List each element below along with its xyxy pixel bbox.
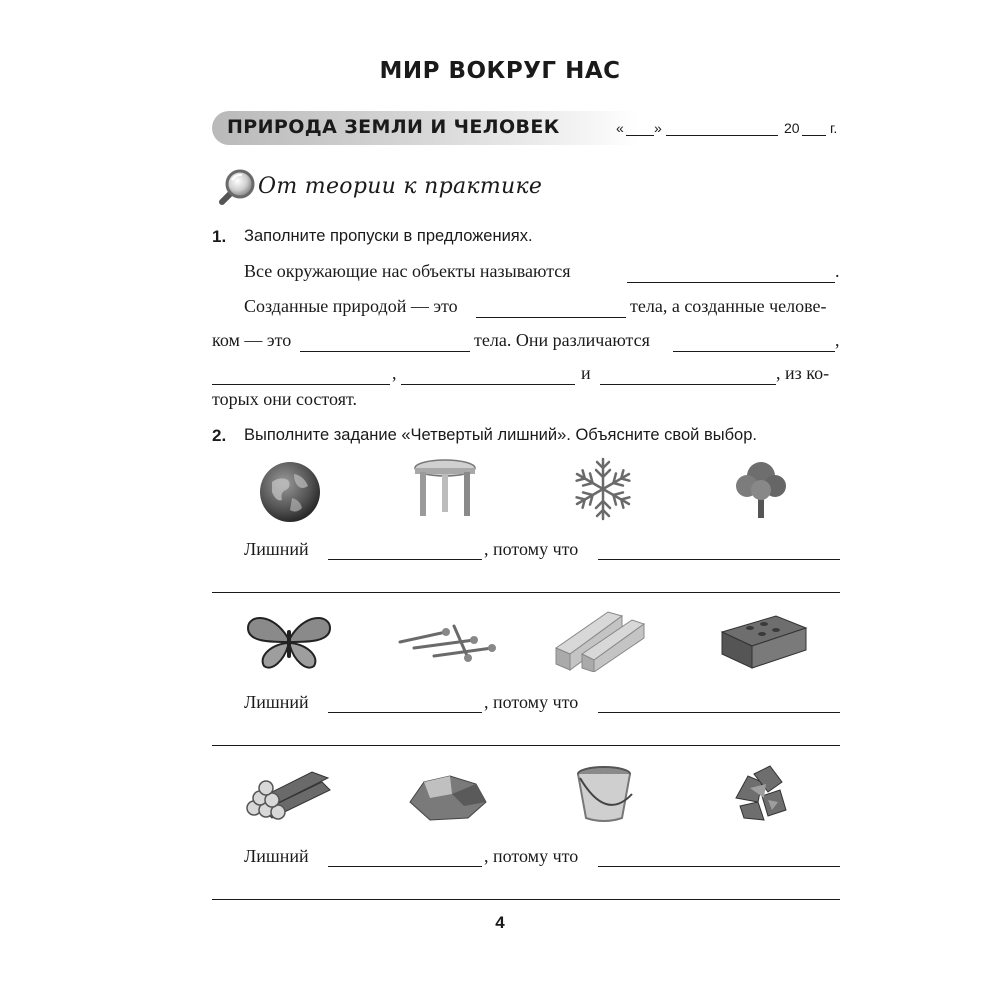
- task-1-instruction: Заполните пропуски в предложениях.: [244, 227, 533, 245]
- date-day-blank[interactable]: [626, 135, 654, 136]
- task-1-line4-and: и: [581, 363, 591, 383]
- stone-icon: [406, 772, 490, 822]
- group-2-reason-blank-2[interactable]: [212, 745, 840, 746]
- date-month-blank[interactable]: [666, 135, 778, 136]
- task-1-blank-3[interactable]: [300, 351, 470, 352]
- task-1-blank-6[interactable]: [401, 384, 575, 385]
- snowflake-icon: [570, 456, 636, 522]
- task-1-number: 1.: [212, 227, 227, 246]
- task-1-line1-text: Все окружающие нас объекты называются: [244, 261, 571, 281]
- date-year-suffix: г.: [830, 120, 838, 136]
- bucket-icon: [574, 764, 636, 824]
- group-2-answer-blank[interactable]: [328, 712, 482, 713]
- group-3-answer-label: Лишний: [244, 846, 309, 866]
- task-1-line4-end: , из ко-: [776, 363, 830, 383]
- task-1-blank-1[interactable]: [627, 282, 835, 283]
- lumber-icon: [552, 604, 648, 672]
- book-title: МИР ВОКРУГ НАС: [379, 58, 621, 84]
- date-open-quote: «: [616, 120, 624, 136]
- group-2-because-label: , потому что: [484, 692, 579, 712]
- group-3-reason-blank[interactable]: [598, 866, 840, 867]
- task-1-line5-text: торых они состоят.: [212, 389, 357, 409]
- tree-icon: [733, 458, 789, 520]
- task-1-line3-text: ком — это: [212, 330, 292, 350]
- group-2-answer-label: Лишний: [244, 692, 309, 712]
- task-1-blank-4[interactable]: [673, 351, 835, 352]
- brick-icon: [718, 612, 810, 670]
- task-1-line4-comma: ,: [392, 363, 397, 383]
- date-year-prefix: 20: [784, 120, 800, 136]
- task-1-line2-text: Созданные природой — это: [244, 296, 458, 316]
- globe-icon: [258, 460, 322, 524]
- group-1-reason-blank-2[interactable]: [212, 592, 840, 593]
- date-year-blank[interactable]: [802, 135, 826, 136]
- stool-icon: [412, 458, 478, 520]
- group-3-because-label: , потому что: [484, 846, 579, 866]
- subsection-title: От теории к практике: [258, 174, 543, 199]
- group-1-reason-blank[interactable]: [598, 559, 840, 560]
- dry-leaves-icon: [728, 762, 790, 824]
- group-1-answer-label: Лишний: [244, 539, 309, 559]
- task-1-blank-5[interactable]: [212, 384, 390, 385]
- date-field: [616, 118, 842, 140]
- nails-icon: [394, 618, 500, 662]
- date-close-quote: »: [654, 120, 662, 136]
- group-2-reason-blank[interactable]: [598, 712, 840, 713]
- task-1-line1-end: .: [835, 261, 840, 281]
- task-2-number: 2.: [212, 426, 227, 445]
- group-3-answer-blank[interactable]: [328, 866, 482, 867]
- task-1-line3-rest: тела. Они различаются: [474, 330, 650, 350]
- butterfly-icon: [244, 612, 334, 672]
- group-1-answer-blank[interactable]: [328, 559, 482, 560]
- task-1-line3-end: ,: [835, 330, 840, 350]
- magnifier-icon: [212, 164, 260, 212]
- group-1-because-label: , потому что: [484, 539, 579, 559]
- group-3-reason-blank-2[interactable]: [212, 899, 840, 900]
- page-number: 4: [495, 913, 505, 932]
- task-1-blank-7[interactable]: [600, 384, 776, 385]
- logs-icon: [242, 764, 332, 820]
- task-1-blank-2[interactable]: [476, 317, 626, 318]
- section-title: ПРИРОДА ЗЕМЛИ И ЧЕЛОВЕК: [227, 116, 560, 138]
- task-1-line2-rest: тела, а созданные челове-: [630, 296, 827, 316]
- task-2-instruction: Выполните задание «Четвертый лишний». Объясните свой выбор.: [244, 426, 757, 444]
